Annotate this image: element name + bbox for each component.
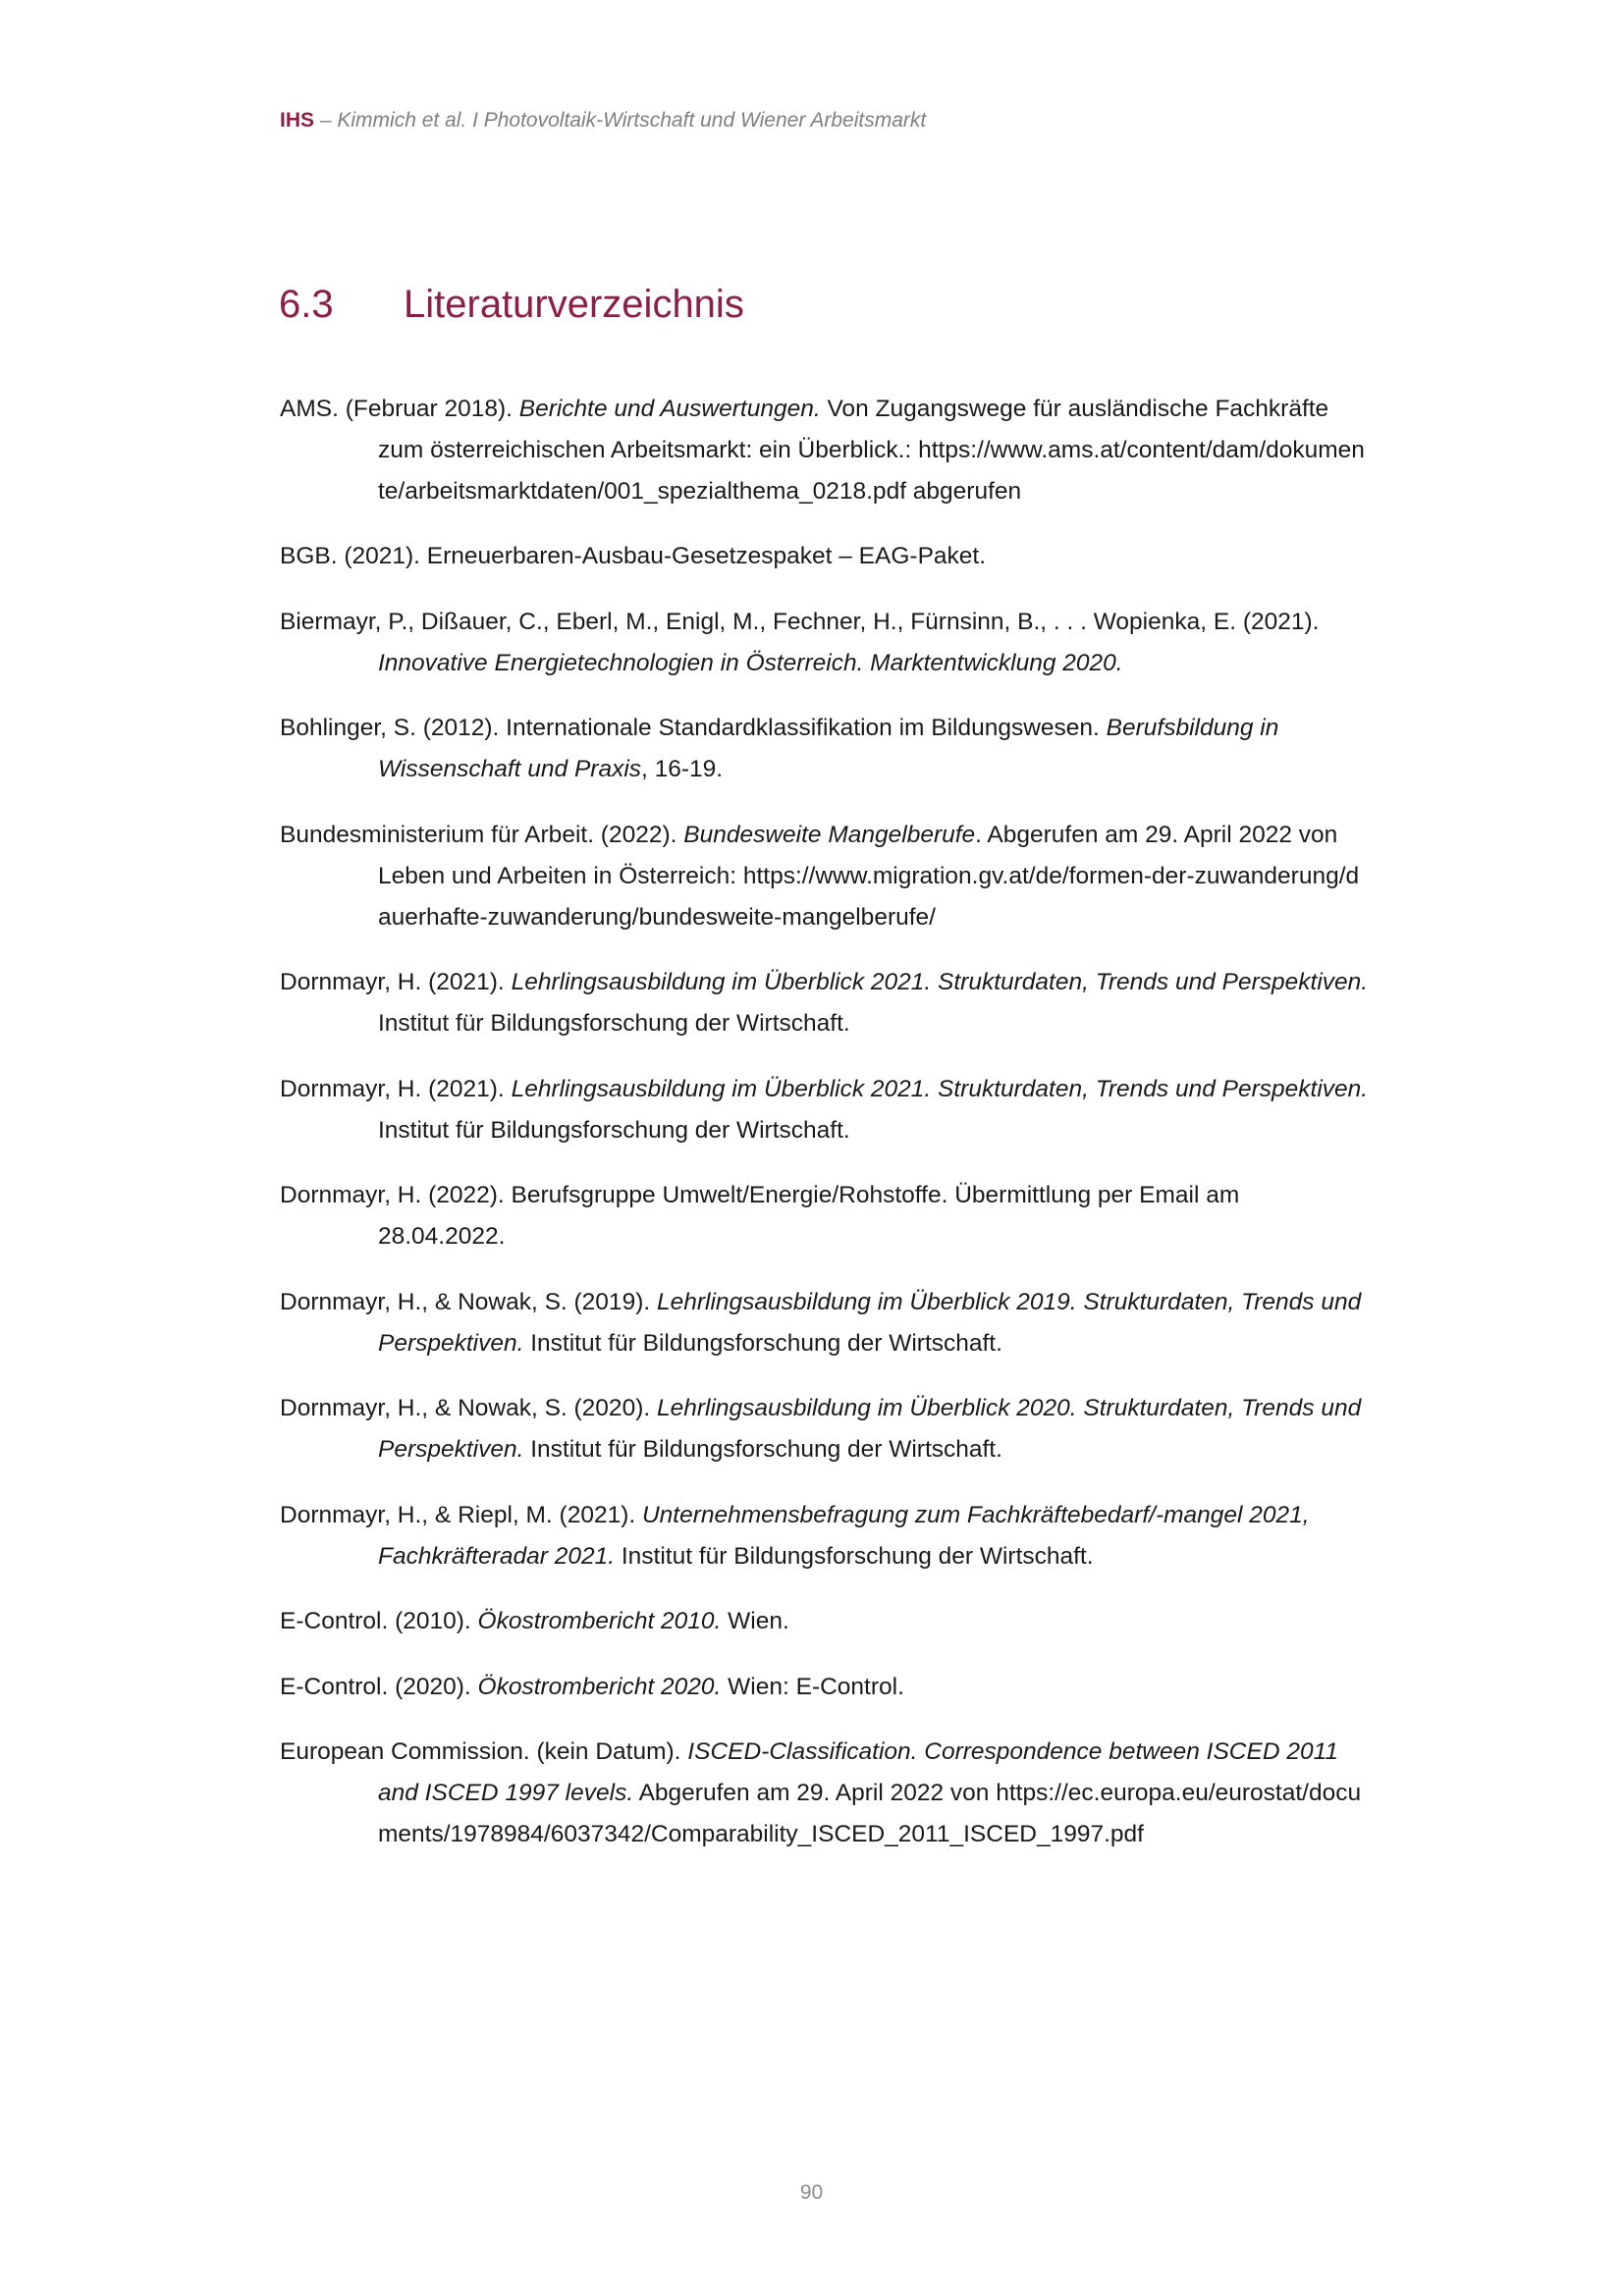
reference-item: Biermayr, P., Dißauer, C., Eberl, M., Enigl, M., Fechner, H., Fürnsinn, B., . . . Wopienka, E. (2021). Innovative Energietechnologien in Österreich. Marktentwicklung 2020. [280, 608, 1320, 676]
reference-item: E-Control. (2020). Ökostrombericht 2020. Wien: E-Control. [280, 1673, 904, 1700]
reference-item: Dornmayr, H. (2021). Lehrlingsausbildung im Überblick 2021. Strukturdaten, Trends und Perspektiven. Institut für Bildungsforschung der Wirtschaft. [280, 969, 1369, 1037]
page-number: 90 [799, 2181, 824, 2204]
reference-item: Bundesministerium für Arbeit. (2022). Bundesweite Mangelberufe. Abgerufen am 29. April 2022 von Leben und Arbeiten in Österreich: https://www.migration.gv.at/de/formen-der-zuwanderung/dauerhafte-zuwanderung/bundesweite-mangelberufe/ [280, 821, 1360, 931]
header-brand: IHS [280, 109, 315, 132]
reference-item: AMS. (Februar 2018). Berichte und Auswertungen. Von Zugangswege für ausländische Fachkräfte zum österreichischen Arbeitsmarkt: ein Überblick.: https://www.ams.at/content/dam/dokumente/arbeitsmarktdaten/001_spezialthema_0218.pdf abgerufen [280, 395, 1365, 505]
running-header [280, 109, 926, 133]
reference-item: Dornmayr, H., & Riepl, M. (2021). Unternehmensbefragung zum Fachkräftebedarf/-mangel 2021, Fachkräfteradar 2021. Institut für Bildungsforschung der Wirtschaft. [280, 1501, 1310, 1570]
reference-item: European Commission. (kein Datum). ISCED-Classification. Correspondence between ISCED 2011 and ISCED 1997 levels. Abgerufen am 29. April 2022 von https://ec.europa.eu/eurostat/documents/1978984/6037342/Comparability_ISCED_2011_ISCED_1997.pdf [280, 1738, 1362, 1847]
reference-link[interactable]: https://ec.europa.eu/eurostat/documents/1978984/6037342/Comparability_ISCED_2011_ISCED_1997.pdf [378, 1780, 1362, 1847]
header-text: – Kimmich et al. I Photovoltaik-Wirtschaft und Wiener Arbeitsmarkt [314, 109, 927, 132]
reference-item: Dornmayr, H. (2021). Lehrlingsausbildung im Überblick 2021. Strukturdaten, Trends und Perspektiven. Institut für Bildungsforschung der Wirtschaft. [280, 1075, 1369, 1144]
reference-link[interactable]: https://www.migration.gv.at/de/formen-der-zuwanderung/dauerhafte-zuwanderung/bundesweite-mangelberufe/ [378, 862, 1360, 931]
reference-item: Dornmayr, H., & Nowak, S. (2019). Lehrlingsausbildung im Überblick 2019. Strukturdaten, Trends und Perspektiven. Institut für Bildungsforschung der Wirtschaft. [280, 1288, 1362, 1357]
reference-list [280, 364, 1370, 1879]
section-heading [279, 283, 744, 327]
reference-item: Dornmayr, H. (2022). Berufsgruppe Umwelt/Energie/Rohstoffe. Übermittlung per Email am 28.04.2022. [280, 1182, 1240, 1250]
reference-item: E-Control. (2010). Ökostrombericht 2010. Wien. [280, 1608, 789, 1634]
reference-item: BGB. (2021). Erneuerbaren-Ausbau-Gesetzespaket – EAG-Paket. [280, 543, 987, 569]
reference-item: Bohlinger, S. (2012). Internationale Standardklassifikation im Bildungswesen. Berufsbildung in Wissenschaft und Praxis, 16-19. [280, 715, 1279, 782]
reference-item: Dornmayr, H., & Nowak, S. (2020). Lehrlingsausbildung im Überblick 2020. Strukturdaten, Trends und Perspektiven. Institut für Bildungsforschung der Wirtschaft. [280, 1395, 1362, 1463]
section-title: Literaturverzeichnis [404, 283, 744, 326]
section-number: 6.3 [279, 283, 334, 326]
reference-link[interactable]: https://www.ams.at/content/dam/dokumente/arbeitsmarktdaten/001_spezialthema_0218.pdf [378, 436, 1365, 505]
